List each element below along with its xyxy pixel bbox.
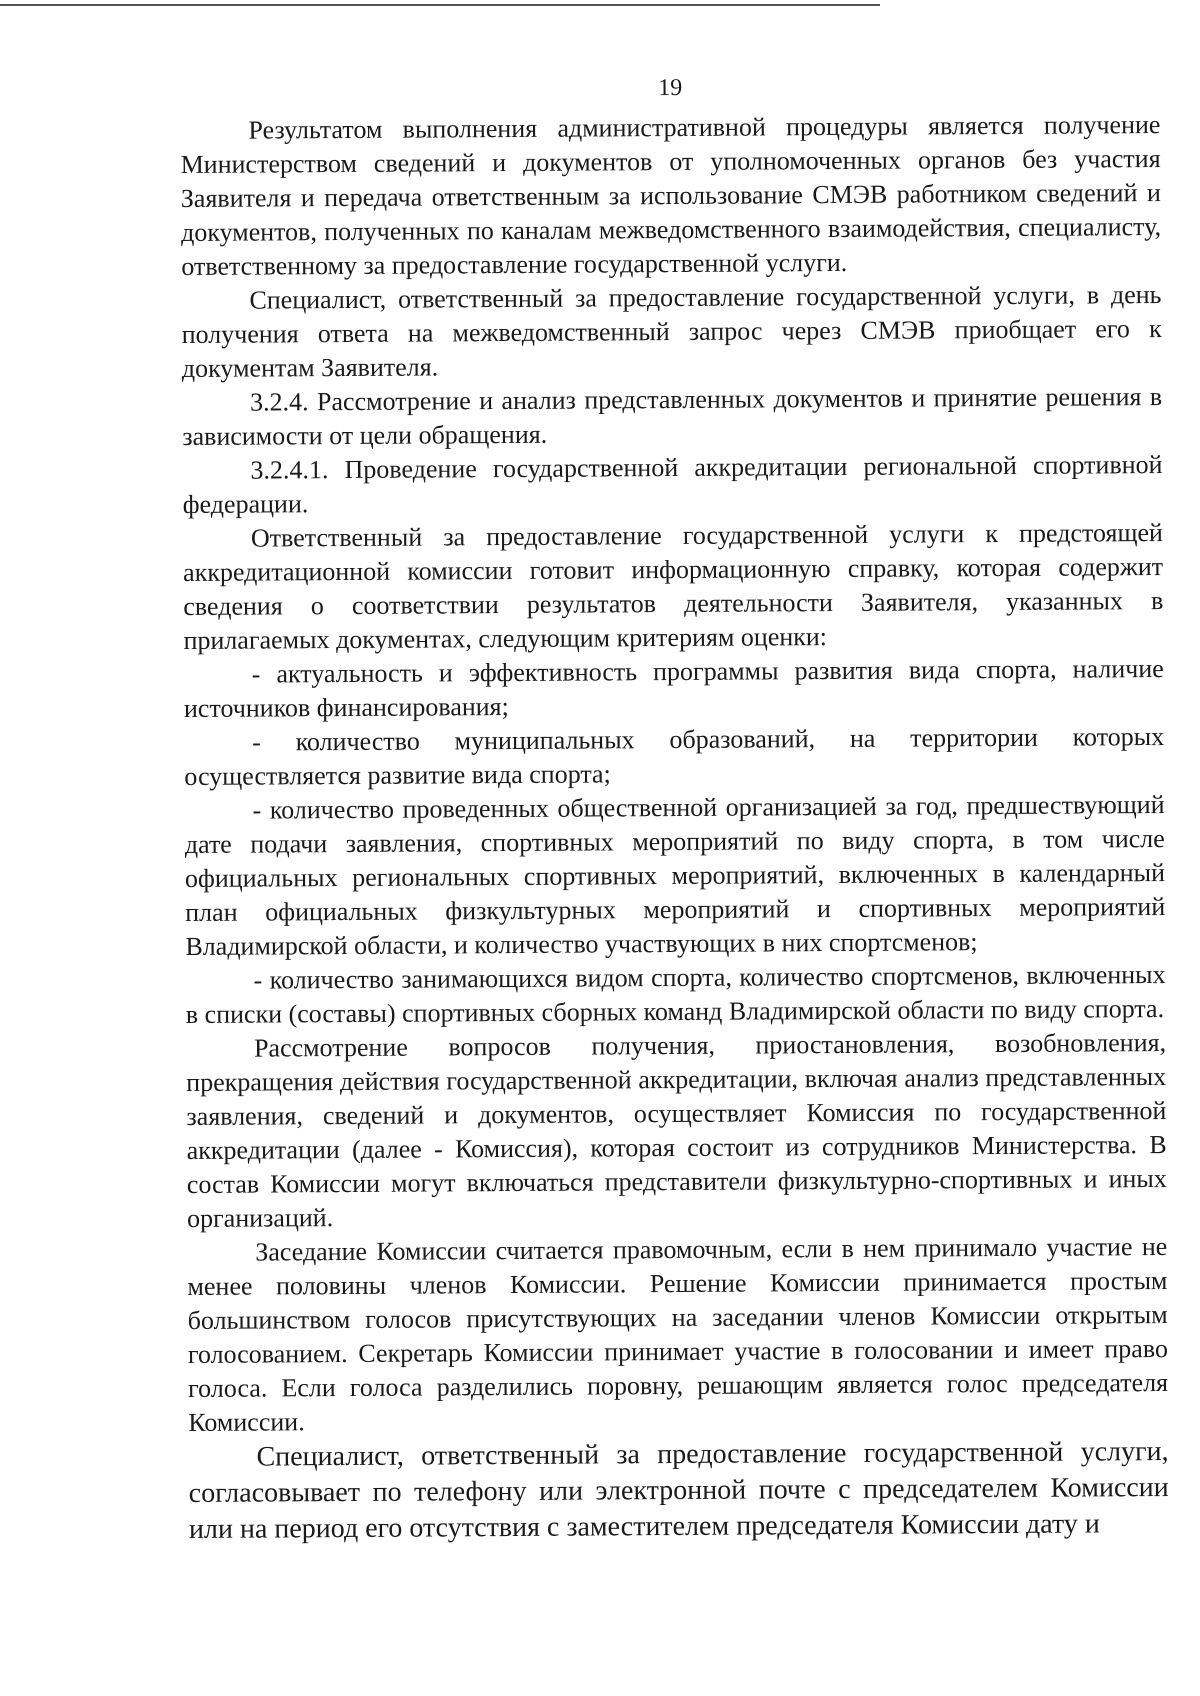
page-number: 19: [658, 74, 683, 102]
paragraph-commission-meeting: Заседание Комиссии считается правомочным, если в нем принимало участие не менее половины членов Комиссии. Решение Комиссии принимается простым большинством голосов присутствующих на заседании членов Комиссии открытым голосованием. Секретарь Комиссии принимает участие в голосовании и имеет право голоса. Если голоса разделились поровну, решающим является голос председателя Комиссии.: [187, 1231, 1169, 1437]
paragraph-specialist-attaches: Специалист, ответственный за предоставление государственной услуги, в день получения ответа на межведомственный запрос через СМЭВ приобщает его к документам Заявителя.: [181, 280, 1162, 383]
list-item-criterion-municipalities: - количество муниципальных образований, на территории которых осуществляется развитие вида спорта;: [184, 722, 1165, 791]
paragraph-information-report: Ответственный за предоставление государственной услуги к предстоящей аккредитационной комиссии готовит информационную справку, которая содержит сведения о соответствии результатов деятельности Заявителя, указанных в прилагаемых документах, следующим критериям оценки:: [183, 518, 1164, 655]
paragraph-section-3-2-4: 3.2.4. Рассмотрение и анализ представленных документов и принятие решения в зависимости от цели обращения.: [182, 382, 1163, 451]
list-item-criterion-events: - количество проведенных общественной организацией за год, предшествующий дате подачи заявления, спортивных мероприятий по виду спорта, в том числе официальных региональных спортивных мероприятий, включенных в календарный план официальных физкультурных мероприятий и спортивных мероприятий Владимирской области, и количество участвующих в них спортсменов;: [184, 789, 1166, 961]
paragraph-specialist-agrees-date: Специалист, ответственный за предоставление государственной услуги, согласовывает по телефону или электронной почте с председателем Комиссии или на период его отсутствия с заместителем председателя Комиссии дату и: [188, 1435, 1169, 1545]
list-item-criterion-program: - актуальность и эффективность программы развития вида спорта, наличие источников финансирования;: [183, 654, 1164, 723]
document-page: [180, 54, 1169, 1548]
paragraph-procedure-result: Результатом выполнения административной процедуры является получение Министерством сведений и документов от уполномоченных органов без участия Заявителя и передача ответственным за использование СМЭВ работником сведений и документов, полученных по каналам межведомственного взаимодействия, специалисту, ответственному за предоставление государственной услуги.: [180, 110, 1162, 281]
paragraph-section-3-2-4-1: 3.2.4.1. Проведение государственной аккредитации региональной спортивной федерации.: [182, 450, 1163, 519]
list-item-criterion-athletes: - количество занимающихся видом спорта, количество спортсменов, включенных в списки (составы) спортивных сборных команд Владимирской области по виду спорта.: [185, 959, 1166, 1029]
top-scan-rule: [0, 4, 880, 6]
paragraph-commission: Рассмотрение вопросов получения, приостановления, возобновления, прекращения действия государственной аккредитации, включая анализ представленных заявления, сведений и документов, осуществляет Комиссия по государственной аккредитации (далее - Комиссия), которая состоит из сотрудников Министерства. В состав Комиссии могут включаться представители физкультурно-спортивных и иных организаций.: [186, 1027, 1167, 1233]
